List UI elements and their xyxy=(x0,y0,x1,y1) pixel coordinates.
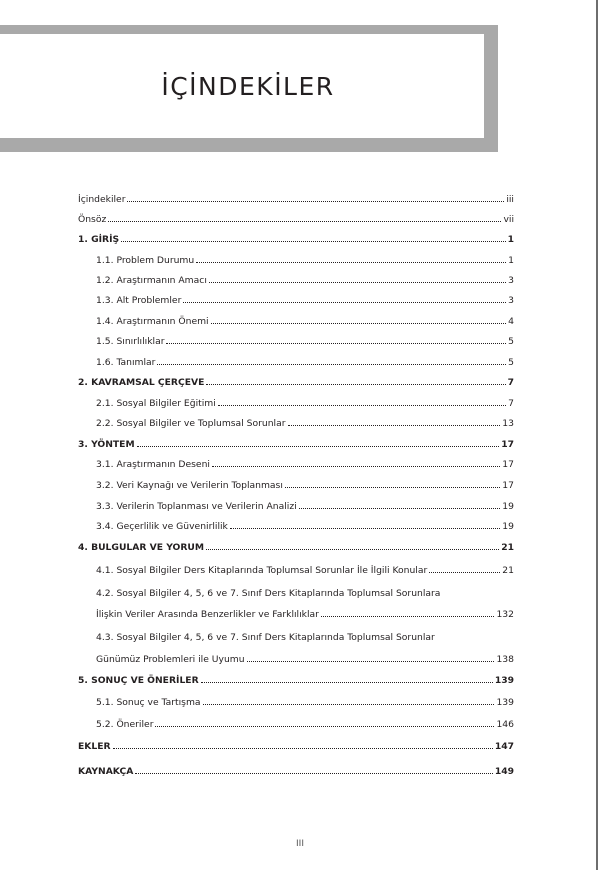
toc-entry-page: 138 xyxy=(496,654,514,665)
toc-entry-label: 5. SONUÇ VE ÖNERİLER xyxy=(78,675,199,686)
toc-entry-label: 3.3. Verilerin Toplanması ve Verilerin Analizi xyxy=(96,501,297,512)
toc-section-1-1[interactable] xyxy=(96,256,514,265)
toc-entry-page: 139 xyxy=(496,697,514,708)
toc-section-4-3[interactable] xyxy=(96,655,514,664)
toc-section-1-3[interactable] xyxy=(96,296,514,305)
toc-entry-label: 5.2. Öneriler xyxy=(96,719,154,730)
toc-entry-page: 13 xyxy=(502,418,514,429)
toc-entry-page: 3 xyxy=(508,295,514,306)
toc-entry-page: 19 xyxy=(502,501,514,512)
toc-section-1-5[interactable] xyxy=(96,337,514,346)
toc-entry-label: 2. KAVRAMSAL ÇERÇEVE xyxy=(78,377,205,388)
toc-entry-page: 7 xyxy=(507,377,514,388)
toc-entry-page: 21 xyxy=(501,542,514,553)
toc-section-3-4[interactable] xyxy=(96,522,514,531)
toc-entry-label: 3.4. Geçerlilik ve Güvenirlilik xyxy=(96,521,228,532)
toc-leader xyxy=(230,528,500,529)
toc-section-1-2[interactable] xyxy=(96,276,514,285)
toc-entry-page: 4 xyxy=(508,316,514,327)
toc-section-2-2[interactable] xyxy=(96,419,514,428)
toc-section-3-3[interactable] xyxy=(96,502,514,511)
toc-section-4-3-line1[interactable] xyxy=(96,633,514,642)
toc-entry-page: 21 xyxy=(502,565,514,576)
toc-leader xyxy=(183,302,506,303)
toc-chapter-kavramsal[interactable] xyxy=(78,378,514,387)
toc-leader xyxy=(209,282,506,283)
page-edge-line xyxy=(596,0,598,870)
toc-section-1-6[interactable] xyxy=(96,358,514,367)
toc-section-5-2[interactable] xyxy=(96,720,514,729)
toc-entry-label: 1.1. Problem Durumu xyxy=(96,255,195,266)
toc-chapter-bulgular[interactable] xyxy=(78,543,514,552)
toc-leader xyxy=(299,508,501,509)
toc-entry-label: 1.4. Araştırmanın Önemi xyxy=(96,316,209,327)
toc-leader xyxy=(196,262,506,263)
toc-leader xyxy=(166,343,506,344)
toc-section-5-1[interactable] xyxy=(96,698,514,707)
toc-section-4-2-line1[interactable] xyxy=(96,589,514,598)
toc-leader xyxy=(429,572,500,573)
toc-entry-page: 1 xyxy=(508,255,514,266)
toc-entry-page: 146 xyxy=(496,719,514,730)
toc-entry-page: vii xyxy=(503,214,514,225)
toc-leader xyxy=(203,704,495,705)
toc-chapter-giris[interactable] xyxy=(78,235,514,244)
toc-entry-label: 4.1. Sosyal Bilgiler Ders Kitaplarında Toplumsal Sorunlar İle İlgili Konular xyxy=(96,565,428,576)
toc-leader xyxy=(127,201,504,202)
toc-chapter-yontem[interactable] xyxy=(78,440,514,449)
toc-entry-label: Günümüz Problemleri ile Uyumu xyxy=(96,654,245,665)
toc-entry-label: İlişkin Veriler Arasında Benzerlikler ve Farklılıklar xyxy=(96,609,319,620)
toc-entry-page: 1 xyxy=(507,234,514,245)
toc-entry-label: 1.3. Alt Problemler xyxy=(96,295,182,306)
toc-entry-page: 147 xyxy=(494,741,514,752)
toc-leader xyxy=(113,748,493,749)
toc-leader xyxy=(137,446,500,447)
toc-entry-page: 19 xyxy=(502,521,514,532)
toc-leader xyxy=(212,466,500,467)
toc-leader xyxy=(288,425,501,426)
toc-entry-label: 4.3. Sosyal Bilgiler 4, 5, 6 ve 7. Sınıf Ders Kitaplarında Toplumsal Sorunlar xyxy=(96,632,435,643)
toc-entry-label: İçindekiler xyxy=(78,194,126,205)
toc-section-1-4[interactable] xyxy=(96,317,514,326)
toc-entry-label: 4.2. Sosyal Bilgiler 4, 5, 6 ve 7. Sınıf Ders Kitaplarında Toplumsal Sorunlara xyxy=(96,588,441,599)
title-box xyxy=(0,34,484,138)
toc-chapter-kaynakca[interactable] xyxy=(78,767,514,776)
toc-entry-label: KAYNAKÇA xyxy=(78,766,134,777)
toc-entry-label: 1. GİRİŞ xyxy=(78,234,120,245)
toc-section-3-1[interactable] xyxy=(96,460,514,469)
toc-leader xyxy=(285,487,500,488)
toc-entry-label: 1.6. Tanımlar xyxy=(96,357,156,368)
page-title: İÇİNDEKİLER xyxy=(161,71,335,101)
toc-leader xyxy=(155,726,494,727)
toc-entry-page: 17 xyxy=(502,480,514,491)
page-number: III xyxy=(296,839,304,849)
toc-entry-page: 17 xyxy=(502,459,514,470)
toc-section-3-2[interactable] xyxy=(96,481,514,490)
toc-leader xyxy=(321,616,495,617)
toc-entry-page: 5 xyxy=(508,336,514,347)
toc-entry-page: 17 xyxy=(501,439,514,450)
toc-leader xyxy=(157,364,506,365)
toc-entry-label: 1.5. Sınırlılıklar xyxy=(96,336,165,347)
toc-chapter-sonuc[interactable] xyxy=(78,676,514,685)
toc-entry-label: 2.1. Sosyal Bilgiler Eğitimi xyxy=(96,398,216,409)
toc-leader xyxy=(211,323,507,324)
toc-entry-label: 3.1. Araştırmanın Deseni xyxy=(96,459,210,470)
toc-leader xyxy=(247,661,495,662)
toc-leader xyxy=(201,682,493,683)
toc-entry-label: EKLER xyxy=(78,741,111,752)
toc-entry-onsoz[interactable] xyxy=(78,215,514,224)
toc-section-4-2[interactable] xyxy=(96,610,514,619)
toc-entry-page: 149 xyxy=(494,766,514,777)
toc-leader xyxy=(206,549,499,550)
toc-leader xyxy=(108,221,501,222)
toc-entry-page: 5 xyxy=(508,357,514,368)
toc-entry-page: 139 xyxy=(494,675,514,686)
toc-entry-page: iii xyxy=(506,194,514,205)
toc-leader xyxy=(135,773,492,774)
toc-entry-label: 2.2. Sosyal Bilgiler ve Toplumsal Sorunlar xyxy=(96,418,286,429)
toc-section-4-1[interactable] xyxy=(96,566,514,575)
toc-entry-page: 3 xyxy=(508,275,514,286)
toc-entry-label: 3.2. Veri Kaynağı ve Verilerin Toplanması xyxy=(96,480,283,491)
toc-entry-page: 132 xyxy=(496,609,514,620)
toc-chapter-ekler[interactable] xyxy=(78,742,514,751)
toc-entry-page: 7 xyxy=(508,398,514,409)
toc-leader xyxy=(121,241,505,242)
toc-entry-label: Önsöz xyxy=(78,214,107,225)
toc-entry-label: 3. YÖNTEM xyxy=(78,439,135,450)
toc-entry-icindekiler[interactable] xyxy=(78,195,514,204)
toc-entry-label: 5.1. Sonuç ve Tartışma xyxy=(96,697,201,708)
toc-entry-label: 1.2. Araştırmanın Amacı xyxy=(96,275,207,286)
toc-section-2-1[interactable] xyxy=(96,399,514,408)
toc-entry-label: 4. BULGULAR VE YORUM xyxy=(78,542,205,553)
toc-leader xyxy=(206,384,505,385)
toc-leader xyxy=(218,405,506,406)
